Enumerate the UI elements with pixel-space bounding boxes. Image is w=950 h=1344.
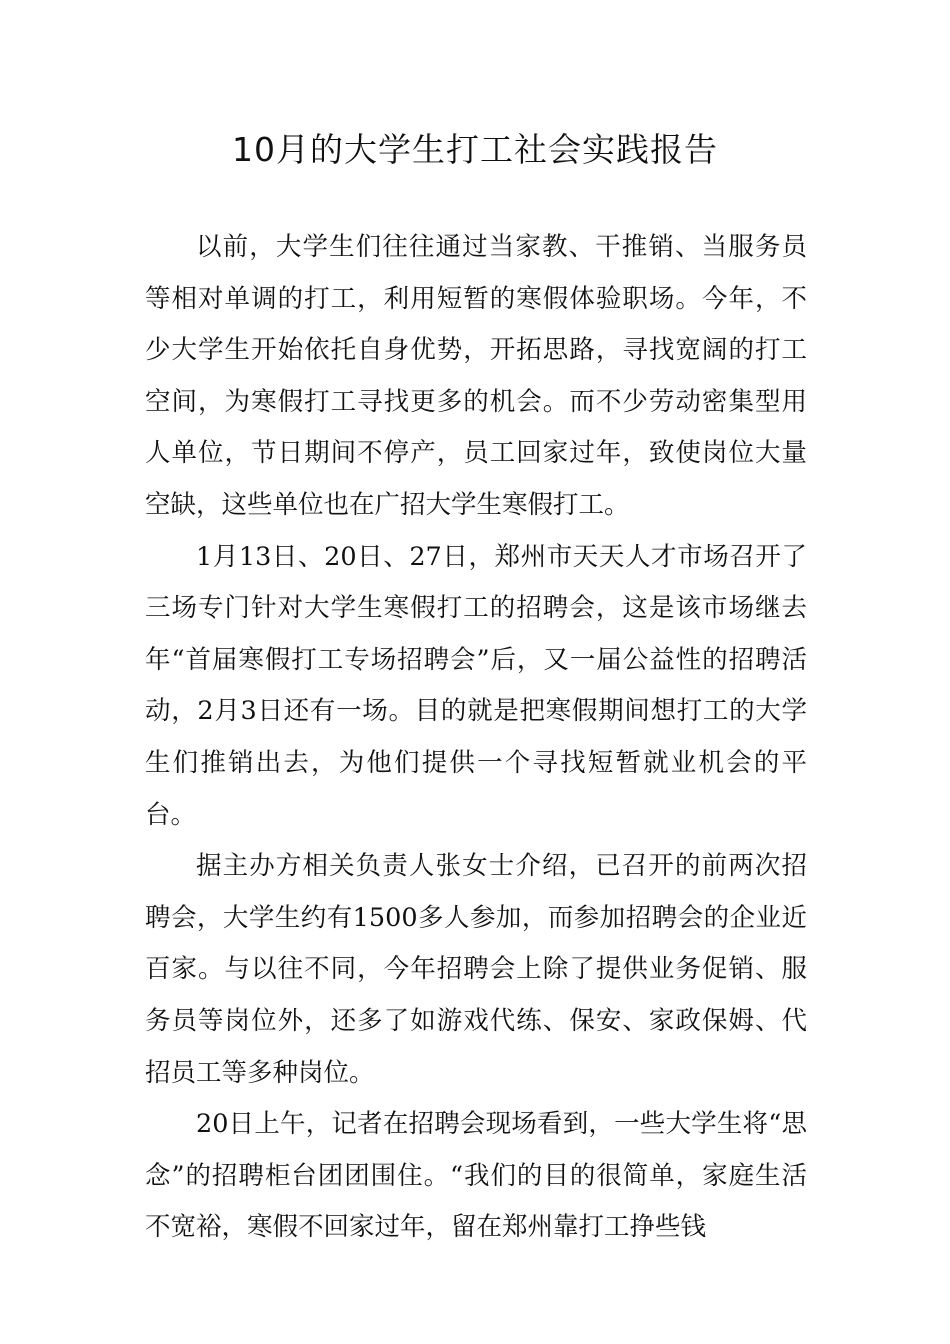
document-body	[145, 222, 807, 1254]
paragraph-2: 1月13日、20日、27日，郑州市天天人才市场召开了三场专门针对大学生寒假打工的招聘会，这是该市场继去年“首届寒假打工专场招聘会”后，又一届公益性的招聘活动，2月3日还有一场。目的就是把寒假期间想打工的大学生们推销出去，为他们提供一个寻找短暂就业机会的平台。	[145, 541, 807, 830]
paragraph-3: 据主办方相关负责人张女士介绍，已召开的前两次招聘会，大学生约有1500多人参加，而参加招聘会的企业近百家。与以往不同，今年招聘会上除了提供业务促销、服务员等岗位外，还多了如游戏代练、保安、家政保姆、代招员工等多种岗位。	[145, 851, 807, 1088]
document-title: 10月的大学生打工社会实践报告	[232, 130, 718, 169]
paragraph-4: 20日上午，记者在招聘会现场看到，一些大学生将“思念”的招聘柜台团团围住。“我们的目的很简单，家庭生活不宽裕，寒假不回家过年，留在郑州靠打工挣些钱	[145, 1109, 807, 1243]
paragraph-1: 以前，大学生们往往通过当家教、干推销、当服务员等相对单调的打工，利用短暂的寒假体验职场。今年，不少大学生开始依托自身优势，开拓思路，寻找宽阔的打工空间，为寒假打工寻找更多的机会。而不少劳动密集型用人单位，节日期间不停产，员工回家过年，致使岗位大量空缺，这些单位也在广招大学生寒假打工。	[145, 232, 807, 520]
